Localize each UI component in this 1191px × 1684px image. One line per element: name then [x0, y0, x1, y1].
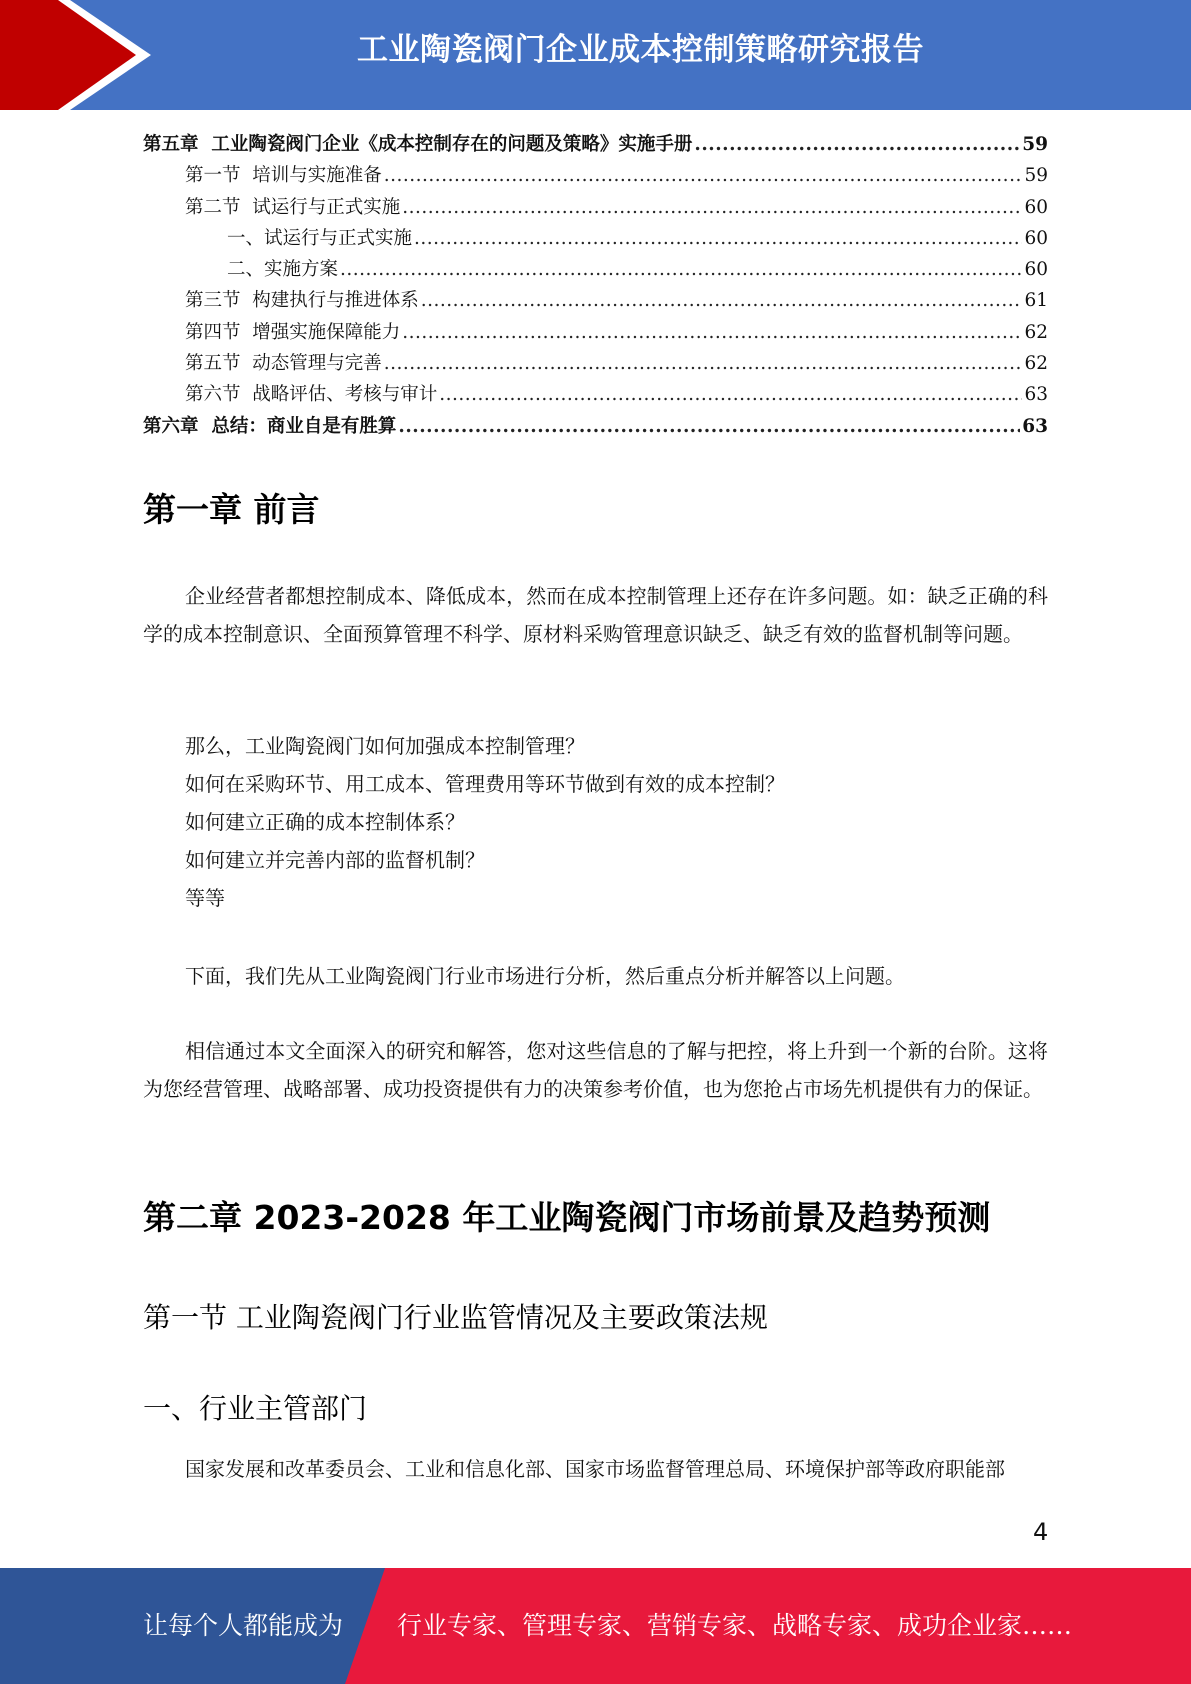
page-number: 4	[1033, 1518, 1049, 1546]
toc-entry-label: 第五章 工业陶瓷阀门企业《成本控制存在的问题及策略》实施手册	[143, 134, 693, 155]
toc-leader-dots	[402, 322, 1022, 343]
question-line: 如何在采购环节、用工成本、管理费用等环节做到有效的成本控制？	[185, 772, 785, 796]
toc-entry-label: 第五节 动态管理与完善	[185, 353, 382, 375]
chapter-1-title: 第一章 前言	[143, 490, 320, 529]
chapter-2-title: 第二章 2023-2028 年工业陶瓷阀门市场前景及趋势预测	[143, 1198, 991, 1237]
toc-entry-page: 61	[1024, 290, 1048, 312]
toc-entry-label: 一、试运行与正式实施	[227, 227, 413, 249]
toc-entry[interactable]	[143, 318, 1048, 349]
toc-entry-label: 第六章 总结：商业自是有胜算	[143, 415, 397, 437]
toc-entry[interactable]	[143, 412, 1048, 443]
toc-leader-dots	[439, 384, 1022, 405]
toc-entry-label: 第二节 试运行与正式实施	[185, 196, 401, 218]
toc-entry-label: 第六节 战略评估、考核与审计	[185, 384, 438, 406]
toc-entry-page: 60	[1024, 227, 1048, 249]
table-of-contents	[143, 130, 1048, 443]
toc-entry[interactable]	[143, 130, 1048, 161]
toc-entry-page: 62	[1024, 321, 1048, 343]
toc-entry-page: 59	[1022, 134, 1048, 155]
chapter-1-paragraph-2: 下面，我们先从工业陶瓷阀门行业市场进行分析，然后重点分析并解答以上问题。	[185, 964, 905, 988]
toc-entry[interactable]	[143, 255, 1048, 286]
toc-entry[interactable]	[143, 380, 1048, 411]
question-line: 等等	[185, 886, 225, 910]
question-line: 如何建立并完善内部的监督机制？	[185, 848, 485, 872]
toc-leader-dots	[398, 416, 1020, 437]
question-line: 那么，工业陶瓷阀门如何加强成本控制管理？	[185, 734, 585, 758]
toc-entry[interactable]	[143, 161, 1048, 192]
toc-entry[interactable]	[143, 349, 1048, 380]
chapter-1-paragraph-3: 相信通过本文全面深入的研究和解答，您对这些信息的了解与把控，将上升到一个新的台阶。这将为您经营管理、战略部署、成功投资提供有力的决策参考价值，也为您抢占市场先机提供有力的保证。	[143, 1039, 1048, 1101]
footer-slogan-left: 让每个人都能成为	[143, 1611, 344, 1640]
section-1-heading: 第一节 工业陶瓷阀门行业监管情况及主要政策法规	[143, 1301, 768, 1334]
toc-entry-page: 62	[1024, 353, 1048, 375]
toc-entry-page: 59	[1024, 165, 1048, 187]
toc-entry-label: 第三节 构建执行与推进体系	[185, 290, 419, 312]
report-title: 工业陶瓷阀门企业成本控制策略研究报告	[357, 32, 924, 68]
toc-leader-dots	[421, 290, 1023, 311]
toc-leader-dots	[694, 134, 1020, 155]
toc-entry-page: 60	[1024, 196, 1048, 218]
page-footer	[0, 1568, 1191, 1684]
question-line: 如何建立正确的成本控制体系？	[185, 810, 465, 834]
toc-leader-dots	[414, 228, 1022, 249]
toc-entry-label: 第一节 培训与实施准备	[185, 165, 382, 187]
toc-leader-dots	[384, 165, 1023, 186]
toc-entry-label: 第四节 增强实施保障能力	[185, 321, 401, 343]
chapter-2-paragraph-1: 国家发展和改革委员会、工业和信息化部、国家市场监督管理总局、环境保护部等政府职能部	[185, 1457, 1005, 1481]
toc-entry[interactable]	[143, 193, 1048, 224]
toc-entry[interactable]	[143, 224, 1048, 255]
toc-entry-page: 60	[1024, 259, 1048, 281]
toc-entry-page: 63	[1022, 415, 1048, 437]
toc-entry-label: 二、实施方案	[227, 259, 339, 281]
toc-entry-page: 63	[1024, 384, 1048, 406]
toc-leader-dots	[340, 259, 1022, 280]
chapter-1-paragraph-1: 企业经营者都想控制成本、降低成本，然而在成本控制管理上还存在许多问题。如：缺乏正确的科学的成本控制意识、全面预算管理不科学、原材料采购管理意识缺乏、缺乏有效的监督机制等问题。	[143, 584, 1048, 646]
toc-leader-dots	[384, 353, 1023, 374]
page-header	[0, 0, 1191, 110]
footer-slogan-right: 行业专家、管理专家、营销专家、战略专家、成功企业家……	[397, 1611, 1073, 1640]
toc-entry[interactable]	[143, 286, 1048, 317]
subsection-heading: 一、行业主管部门	[143, 1392, 368, 1425]
toc-leader-dots	[402, 197, 1022, 218]
